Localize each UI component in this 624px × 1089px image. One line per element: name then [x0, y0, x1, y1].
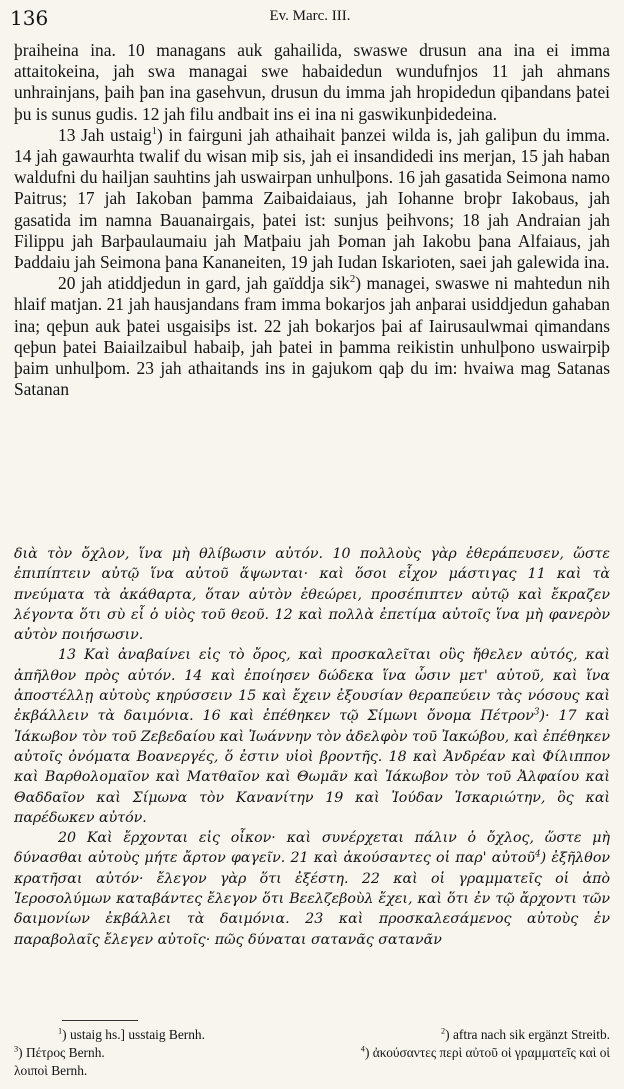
footnote-ref: 3: [533, 707, 540, 718]
footnote-divider: [62, 1020, 138, 1021]
footnote-3: $^3$) Πέτρος Bernh.: [14, 1044, 105, 1060]
greek-text-block: [14, 544, 610, 950]
footnote-4: $^4$) ἀκούσαντες περὶ αὐτοῦ οἱ γραμματεῖς καὶ οἱ: [360, 1044, 610, 1060]
footnote-4-continued: λοιποὶ Bernh.: [14, 1063, 88, 1078]
footnote-line: [14, 1026, 610, 1044]
running-title: Ev. Marc. III.: [269, 8, 351, 24]
gothic-text-block: [14, 40, 610, 400]
gothic-paragraph: 20 jah atiddjedun in gard, jah gaïddja sik$^2$) managei, swaswe ni mahtedun nih hlaif matjan. 21 jah hausjandans fram imma bokarjos jah anþarai usiddjedun gahaban ina; qeþun auk þatei usgaisiþs ist. 22 jah bokarjos þai af Iairusaulwmai qimandans qeþun þatei Baiailzaibul habaiþ, jah þatei in þamma reikistin unhulþono uswairpiþ þaim unhulþom. 23 jah athaitands ins in gajukom qaþ du im: hvaiwa mag Satanas Satanan: [14, 273, 610, 400]
footnote-1: $^1$) ustaig hs.] usstaig Bernh.: [58, 1026, 205, 1042]
footnote-2: $^2$) aftra nach sik ergänzt Streitb.: [441, 1026, 610, 1042]
footnote-ref: 4: [534, 849, 541, 860]
greek-paragraph: 20 Καὶ ἔρχονται εἰς οἶκον· καὶ συνέρχεται πάλιν ὁ ὄχλος, ὥστε μὴ δύνασθαι αὐτοὺς μήτε ἄρτον φαγεῖν. 21 καὶ ἀκούσαντες οἱ παρ' αὐτοῦ$^4$) ἐξῆλθον κρατῆσαι αὐτόν· ἔλεγον γὰρ ὅτι ἐξέστη. 22 καὶ οἱ γραμματεῖς οἱ ἀπὸ Ἱεροσολύμων καταβάντες ἔλεγον ὅτι Βεελζεβοὺλ ἔχει, καὶ ὅτι ἐν τῷ ἄρχοντι τῶν δαιμονίων ἐκβάλλει τὰ δαιμόνια. 23 καὶ προσκαλεσάμενος αὐτοὺς ἐν παραβολαῖς ἔλεγεν αὐτοῖς· πῶς δύναται σατανᾶς σατανᾶν: [14, 830, 610, 948]
greek-paragraph: διὰ τὸν ὄχλον, ἵνα μὴ θλίβωσιν αὐτόν. 10 πολλοὺς γὰρ ἐθεράπευσεν, ὥστε ἐπιπίπτειν αὐτῷ ἵνα αὐτοῦ ἅψωνται· καὶ ὅσοι εἶχον μάστιγας 11 καὶ τὰ πνεύματα τὰ ἀκάθαρτα, ὅταν αὐτὸν ἐθεώρει, προσέπιπτεν αὐτῷ καὶ ἔκραζεν λέγοντα ὅτι σὺ εἶ ὁ υἱὸς τοῦ θεοῦ. 12 καὶ πολλὰ ἐπετίμα αὐτοῖς ἵνα μὴ φανερὸν αὐτὸν ποιήσωσιν.: [14, 546, 610, 644]
gothic-paragraph: þraiheina ina. 10 managans auk gahailida, swaswe drusun ana ina ei imma attaitokeina, jah swa managai swe habaidedun wundufnjos 11 jah ahmans unhrainjans, þaih þan ina gasehvun, drusun du imma jah hropidedun qiþandans þatei þu is sunus gudis. 12 jah filu andbait ins ei ina ni gaswikunþidedeina.: [14, 40, 610, 124]
gothic-paragraph: 13 Jah ustaig$^1$) in fairguni jah athaihait þanzei wilda is, jah galiþun du imma. 14 jah gawaurhta twalif du wisan miþ sis, jah ei insandidedi ins merjan, 15 jah haban waldufni du hailjan sauhtins jah uswairpan unhulþons. 16 jah gasatida Seimona namo Paitrus; 17 jah Iakoban þamma Zaibaidaiaus, jah Iohanne broþr Iakobaus, jah gasatida im namna Bauanairgais, þatei ist: sunjus þeihvons; 18 jah Andraian jah Filippu jah Barþaulaumaiu jah Matþaiu jah Þoman jah Iakobu þana Alfaiaus, jah Þaddaiu jah Seimona þana Kananeiten, 19 jah Iudan Iskarioten, saei jah galewida ina.: [14, 124, 611, 273]
page-number: 136: [10, 6, 49, 30]
footnote-line: [14, 1044, 610, 1062]
greek-paragraph: 13 Καὶ ἀναβαίνει εἰς τὸ ὄρος, καὶ προσκαλεῖται οὓς ἤθελεν αὐτός, καὶ ἀπῆλθον πρὸς αὐτόν. 14 καὶ ἐποίησεν δώδεκα ἵνα ὦσιν μετ' αὐτοῦ, καὶ ἵνα ἀποστέλλῃ αὐτοὺς κηρύσσειν 15 καὶ ἔχειν ἐξουσίαν θεραπεύειν τὰς νόσους καὶ ἐκβάλλειν τὰ δαιμόνια. 16 καὶ ἐπέθηκεν τῷ Σίμωνι ὄνομα Πέτρον$^3$)· 17 καὶ Ἰάκωβον τὸν τοῦ Ζεβεδαίου καὶ Ἰωάννην τὸν ἀδελφὸν τοῦ Ἰακώβου, καὶ ἐπέθηκεν αὐτοῖς ὀνόματα Βοανεργές, ὅ ἐστιν υἱοὶ βροντῆς. 18 καὶ Ἀνδρέαν καὶ Φίλιππον καὶ Βαρθολομαῖον καὶ Ματθαῖον καὶ Θωμᾶν καὶ Ἰάκωβον τὸν τοῦ Ἀλφαίου καὶ Θαδδαῖον καὶ Σίμωνα τὸν Κανανίτην 19 καὶ Ἰούδαν Ἰσκαριώτην, ὃς καὶ παρέδωκεν αὐτόν.: [14, 647, 610, 826]
footnote-ref: 1: [151, 125, 157, 138]
footnotes: [14, 1026, 610, 1080]
running-header: [10, 6, 610, 32]
footnote-ref: 2: [349, 273, 356, 286]
footnote-line: [14, 1062, 610, 1080]
